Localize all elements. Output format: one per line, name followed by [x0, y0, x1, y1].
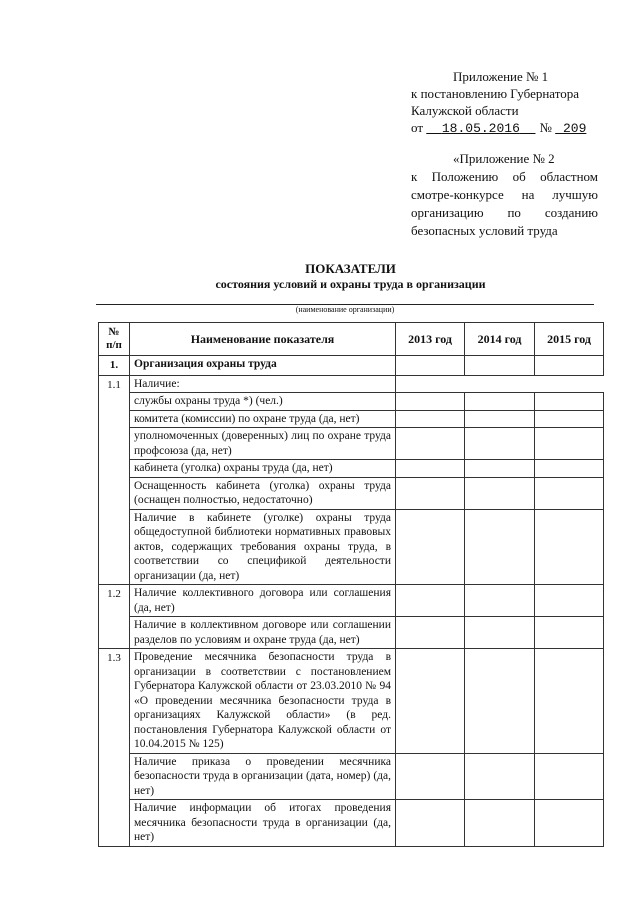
cell-2014[interactable]	[465, 477, 535, 509]
cell-2015[interactable]	[535, 356, 604, 376]
row-label: кабинета (уголка) охраны труда (да, нет)	[130, 460, 396, 478]
cell-2013[interactable]	[396, 356, 465, 376]
cell-2013[interactable]	[396, 428, 465, 460]
cell-2013[interactable]	[396, 393, 465, 411]
cell-2013[interactable]	[396, 649, 465, 754]
table-row	[99, 617, 604, 649]
row-num: 1.	[99, 356, 130, 376]
row-label: Проведение месячника безопасности труда в организации в соответствии с постановлением Губернатора Калужской области от 23.03.2010 № 94 «О проведении месячника безопасности труда в организациях Калужской области» (в ред. постановления Губернатора Калужской области от 10.04.2015 № 125)	[130, 649, 396, 754]
row-label: службы охраны труда *) (чел.)	[130, 393, 396, 411]
row-label: Наличие в коллективном договоре или соглашении разделов по условиям и охране труда (да, нет)	[130, 617, 396, 649]
cell-2014[interactable]	[465, 617, 535, 649]
header-2013: 2013 год	[396, 323, 465, 356]
table-row	[99, 356, 604, 376]
row-label: Наличие в кабинете (уголке) охраны труда общедоступной библиотеки нормативных правовых актов, содержащих требования охраны труда, в соответствии со спецификой деятельности организации (да, нет)	[130, 509, 396, 585]
cell-2013[interactable]	[396, 800, 465, 847]
cell-2015[interactable]	[535, 410, 604, 428]
cell-2014[interactable]	[465, 428, 535, 460]
table-row	[99, 800, 604, 847]
row-label: Оснащенность кабинета (уголка) охраны труда (оснащен полностью, недостаточно)	[130, 477, 396, 509]
from-label: от	[411, 120, 424, 135]
table-row	[99, 585, 604, 617]
cell-2015[interactable]	[535, 753, 604, 800]
row-label: Наличие:	[130, 375, 396, 393]
appendix-block	[411, 150, 598, 240]
section-title: Организация охраны труда	[130, 356, 396, 376]
row-num: 1.1	[99, 375, 130, 585]
header-date: 18.05.2016	[441, 121, 520, 136]
cell-2015[interactable]	[535, 428, 604, 460]
header-num: № п/п	[99, 323, 130, 356]
table-row	[99, 649, 604, 754]
cell-2013[interactable]	[396, 585, 465, 617]
cell-2015[interactable]	[535, 460, 604, 478]
indicators-table	[98, 322, 604, 847]
row-label: уполномоченных (доверенных) лиц по охране труда профсоюза (да, нет)	[130, 428, 396, 460]
cell-2015[interactable]	[535, 509, 604, 585]
appendix-line-2: смотре-конкурсе на лучшую	[411, 187, 598, 202]
header-line2: к постановлению Губернатора	[411, 86, 580, 101]
cell-2013[interactable]	[396, 753, 465, 800]
row-num: 1.3	[99, 649, 130, 847]
cell-2014[interactable]	[465, 585, 535, 617]
appendix-line-4: безопасных условий труда	[411, 223, 558, 238]
cell-2015[interactable]	[535, 617, 604, 649]
appendix-title: «Приложение № 2	[453, 151, 555, 166]
cell-2015[interactable]	[535, 649, 604, 754]
cell-2014[interactable]	[465, 393, 535, 411]
appendix-line-1: к Положению об областном	[411, 169, 598, 184]
organization-caption: (наименование организации)	[295, 305, 395, 314]
row-num: 1.2	[99, 585, 130, 649]
cell-2013[interactable]	[396, 617, 465, 649]
table-row	[99, 509, 604, 585]
header-line1: Приложение № 1	[453, 69, 549, 84]
cell-2013[interactable]	[396, 477, 465, 509]
document-title: ПОКАЗАТЕЛИ	[305, 261, 396, 276]
header-2015: 2015 год	[535, 323, 604, 356]
cell-2013[interactable]	[396, 509, 465, 585]
cell-2013[interactable]	[396, 460, 465, 478]
cell-2013[interactable]	[396, 410, 465, 428]
cell-2015[interactable]	[535, 585, 604, 617]
cell-2014[interactable]	[465, 649, 535, 754]
cell-2015[interactable]	[535, 477, 604, 509]
table-header-row	[99, 323, 604, 356]
header-number: 209	[562, 121, 587, 136]
table-row	[99, 375, 604, 393]
table-row	[99, 428, 604, 460]
cell-2014[interactable]	[465, 460, 535, 478]
header-line3: Калужской области	[411, 103, 519, 118]
cell-2015[interactable]	[535, 393, 604, 411]
table-row	[99, 753, 604, 800]
cell-2014[interactable]	[465, 800, 535, 847]
document-subtitle: состояния условий и охраны труда в организации	[215, 277, 486, 291]
cell-2014[interactable]	[465, 509, 535, 585]
header-block	[411, 68, 611, 137]
appendix-line-3: организацию по созданию	[411, 205, 598, 220]
cell-2014[interactable]	[465, 356, 535, 376]
header-2014: 2014 год	[465, 323, 535, 356]
table-row	[99, 410, 604, 428]
table-row	[99, 477, 604, 509]
cell-2014[interactable]	[465, 753, 535, 800]
row-label: комитета (комиссии) по охране труда (да, нет)	[130, 410, 396, 428]
cell-2014[interactable]	[465, 410, 535, 428]
cell-merged	[396, 375, 604, 393]
header-date-line	[411, 119, 611, 137]
header-name: Наименование показателя	[130, 323, 396, 356]
table-row	[99, 393, 604, 411]
row-label: Наличие коллективного договора или соглашения (да, нет)	[130, 585, 396, 617]
table-row	[99, 460, 604, 478]
cell-2015[interactable]	[535, 800, 604, 847]
row-label: Наличие приказа о проведении месячника безопасности труда в организации (дата, номер) (да, нет)	[130, 753, 396, 800]
number-label: №	[539, 120, 552, 135]
row-label: Наличие информации об итогах проведения месячника безопасности труда в организации (да, нет)	[130, 800, 396, 847]
